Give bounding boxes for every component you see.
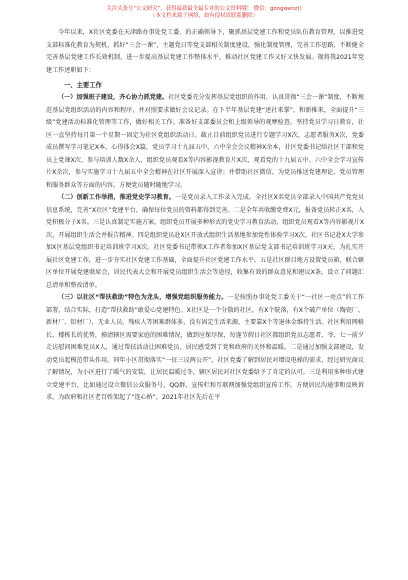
intro-paragraph: 今年以来，X社区党委在天津路办事处党工委、的正确领导下，聚抓基层党建工作和党员队伍教育管理，以推进党支部标准化教育为契机，抓好“三会一课”，主题党日等党支部相关制度建设，强化制度管理，完善工作思路，不断健全完善基层党建工作长效机制，进一步提高基层党建工作整体水平，推动社区党建工作又好又快发展。现将我2021年党建工作述职如下： — [46, 29, 364, 74]
subsection-2-title: （二）创新工作举措，推进党史学习教育。 — [58, 194, 176, 201]
section-heading: 一、主要工作 — [64, 82, 102, 89]
subsection-2 — [46, 192, 364, 292]
subsection-2-body: 一是党员录入工作录入完成。全社区X名党员全部录入中国共产党党员信息系统，完善“X社区”党建平台，确保每位党员的资料都得到完善。二是全年共收缴党费X元，报备党员转正X名，入党积极分子X名。三是认真制定实施方案，组织党员开展多种形式的党史学习教育活动，组织党员观看X等内容影视片X次，开展组织生活会并报告精神。四是组织党员赴X区开放式组织生活基地参加党性体验学习X次，社区书记赴X大学参加X区基层党组织书记培训班学习X次。社区党委书记带领X工作者参加X区基层党支部书记培训班学习X天，为扎实开展社区党建工作，进一步夯实社区党建工作基础，全面提升社区党建工作水平。五是社区群目地方设置党员箱，联合辖区单位开展党建联席会，居民代表大会和开展党员组织生活会等途径，收集有效的群众意见和建议X条，设立了问题汇总清单和整改清单。 — [46, 194, 364, 289]
subsection-1-body: 社区党委充分发挥基层党组织的作用，认真贯彻“三会一课”制度，不断规范基层党组织活动的内容和程序，并对照要求做好会议记录。在下半年基层党建“述社来掌”，和新推来，全面提升“三级”党建活动标准化管理等工作，做好相关工作。准备好支部委员会和上级领导的观摩检查。坚持党员学习日教育，社区一直坚持每月第一个星期一固定为社区党组织活动日。截止目前组织党员进行专题学习X次，志愿者服务X次，党委成员撰写学习笔记X本，心得体会X篇，党员学习十九届五中、六中全会会议精神X余本，社区党委书记给社区干部和党员上党课X次，参与培训人数X余人，组织党员观看X等内容影视教育片X次，观看党的十九届五中、六中全会学习宣传片X余次，参与实施学习十九届五中全会精神在社区开展深入宣讲；并借助社区微信、为党员推送党建理论、党员管理和服务群众等方面的内容，方便党员随时随地学习。 — [46, 94, 364, 189]
watermark-line-1: 关注头条号“公文研究”，获得最新最全最专业的公文资料哦！ 微信：gongwenz() — [106, 6, 302, 12]
subsection-1 — [46, 92, 364, 192]
subsection-1-title: （一）加强班子建设，齐心协力抓党建。 — [58, 94, 169, 101]
subsection-3-body: 一是按照办事处党工委关于“一社区一亮点”的工作部署，结合实际，打造“帮扶救助”敢爱心党建特色。X社区是一个分散的社区，有X个院落，有X个破产单位（陶瓷厂、新材厂、铝材厂），无业人员、残疾人等困难群体多，没有固定生活来源，主要靠X个等退休金维持生活。社区利用网格长、楼栋长的优势，摸清辖区需要家庭的困难情况，做到应保尽保，每逢节假日社区都组织党员志愿者、爷、七一前夕走访慰问困难党员X人，通过帮扶活动让困难党员、居民感受到了党和政府的关怀和温暖。二是通过加强支部建设，发动党员起模范带头作用。同年小区贯彻落实“一征三议两公开”，社区党委了解到居民对增设电梯的需求，经过研究商议了解情况，为小区进行了暖气的安装，让居民温暖过冬，辖区居民对社区党委给予了肯定的认可。三是利用多种形式建立党建平台，比如通过设立微信公众服务号、QQ群、宣传栏和互联网加强党组织宣传工作，方便居民沟通事和反映诉求，为政府和社区老百姓架起了“连心桥”。2021年社区先后在平 — [46, 294, 364, 401]
document-body — [46, 27, 364, 405]
watermark-banner — [0, 6, 408, 20]
subsection-3 — [46, 292, 364, 405]
subsection-3-title: （三）以社区“帮扶救助”特色为龙头，增强党组织服务能力。 — [58, 294, 228, 301]
watermark-line-2: （本文档来源于网络，如有侵权请联系删除） — [150, 13, 258, 19]
